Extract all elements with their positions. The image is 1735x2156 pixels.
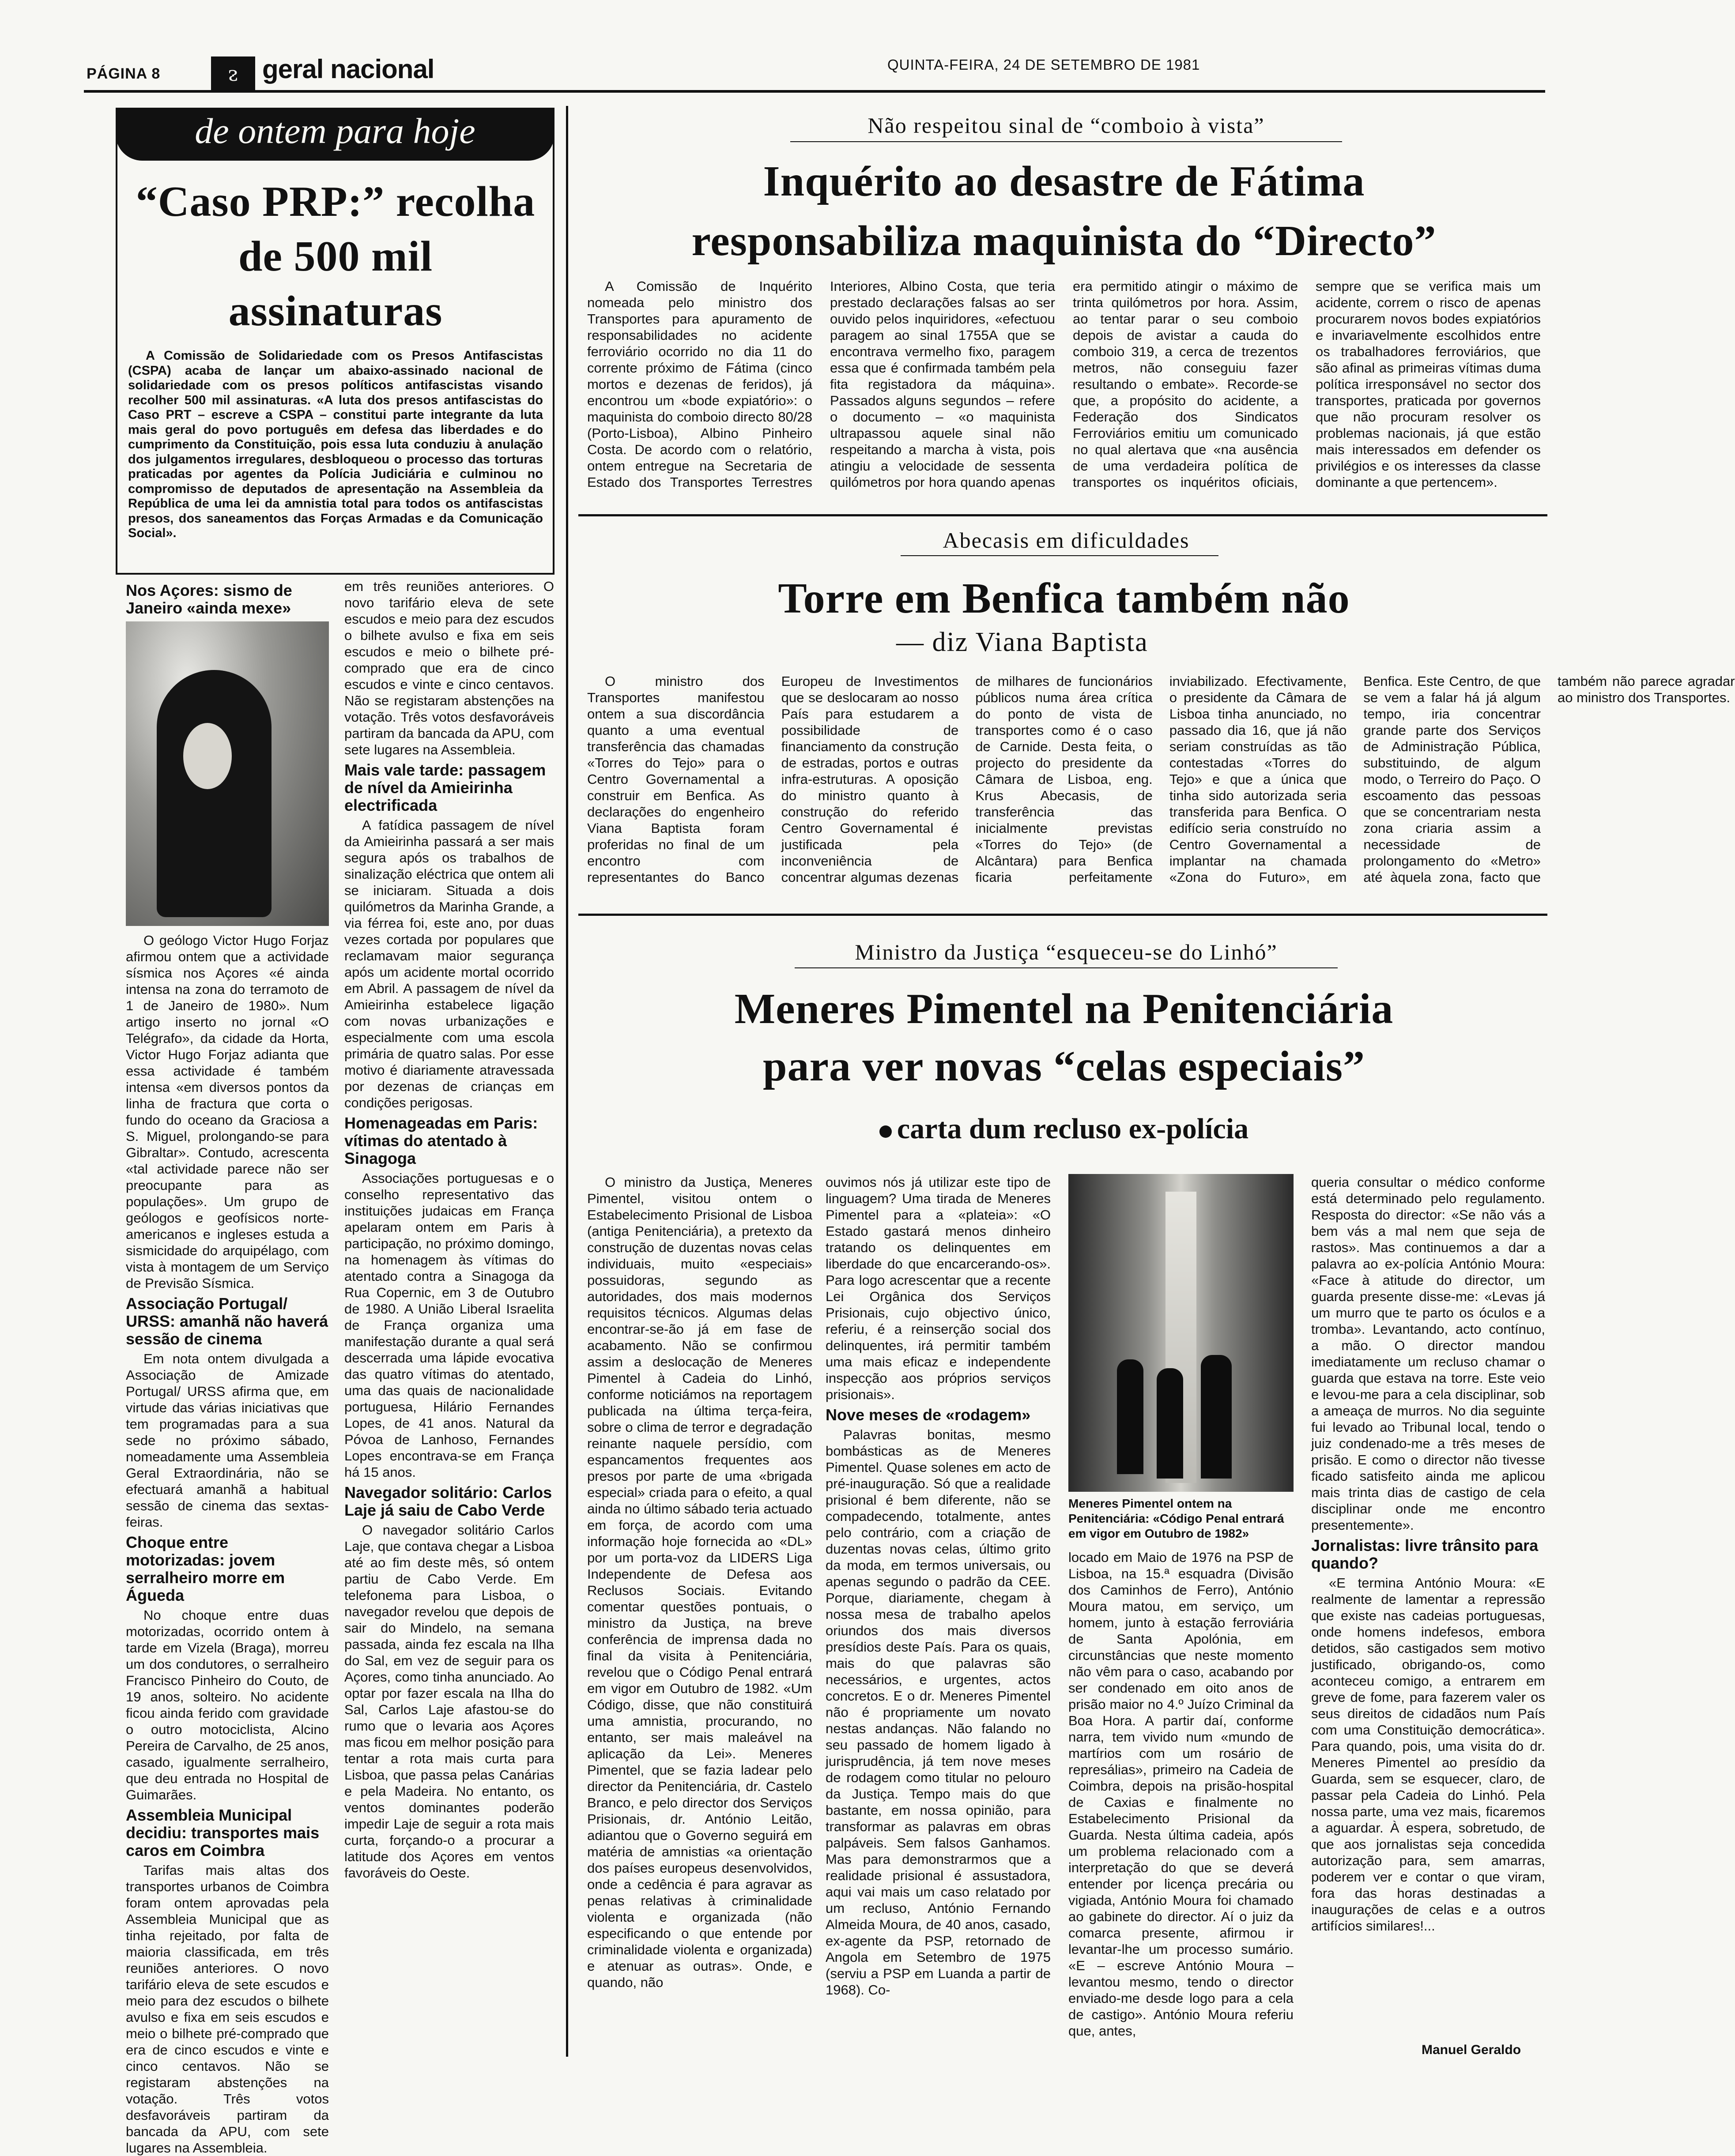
benfica-subtitle: — diz Viana Baptista	[896, 627, 1148, 657]
left-box-bottom	[116, 573, 554, 575]
justica-subtitle	[583, 1112, 1545, 1146]
coimbra-continued: em três reuniões anteriores. O novo tarifário eleva de sete escudos e meio para dez escudos o bilhete avulso e fixa em seis escudos e meio o bilhete pré-comprado que era de cinco escudos e vinte e cinco centavos. Não se registaram abstenções na votação. Três votos desfavoráveis partiram da bancada da APU, com sete lugares na Assembleia.	[344, 579, 554, 757]
benfica-headline: Torre em Benfica também não	[778, 575, 1350, 622]
column-divider	[566, 106, 568, 2057]
masthead-rule	[84, 90, 1545, 93]
section-logo: geral nacional	[262, 54, 434, 84]
acores-headline: Nos Açores: sismo de Janeiro «ainda mexe»	[126, 581, 292, 617]
amieirinha-headline: Mais vale tarde: passagem de nível da Amieirinha electrificada	[344, 761, 546, 814]
left-subcol-2	[344, 578, 554, 2057]
left-box-left-border	[116, 132, 117, 574]
page-date: QUINTA-FEIRA, 24 DE SETEMBRO DE 1981	[887, 56, 1200, 73]
justica-kicker: Ministro da Justiça “esqueceu-se do Linhó”	[855, 940, 1278, 964]
urss-text: Em nota ontem divulgada a Associação de Amizade Portugal/ URSS afirma que, em virtude das várias iniciativas que tem programadas para a sua sede no próximo sábado, nomeadamente uma Assembleia Geral Extraordinária, não se efectuará amanhã a habitual sessão de cinema das sextas-feiras.	[126, 1351, 329, 1530]
left-subcol-1	[126, 578, 329, 2156]
laje-text: O navegador solitário Carlos Laje, que contava chegar a Lisboa até ao fim deste mês, só ontem partiu de Cabo Verde. Em telefonema para Lisboa, o navegador revelou que depois de sair do Mindelo, na semana passada, ainda fez escala na Ilha do Sal, em vez de seguir para os Açores, como tinha anunciado. Ao optar por fazer escala na Ilha do Sal, Carlos Laje afastou-se do rumo que o levaria aos Açores mas ficou em melhor posição para tentar a rota mais curta para Lisboa, que passa pelas Canárias e pela Madeira. No entanto, os ventos dominantes poderão impedir Laje de seguir a rota mais curta, forçando-o a procurar a latitude dos Açores em ventos favoráveis do Oeste.	[344, 1522, 554, 1881]
paris-text: Associações portuguesas e o conselho representativo das instituições judaicas em França apelaram ontem em Paris à participação, no próximo domingo, na homenagem às vítimas do atentado contra a Sinagoga da Rua Copernic, em 3 de Outubro de 1980. A União Liberal Israelita de França organiza uma manifestação durante a qual será descerrada uma lápide evocativa das quatro vítimas do atentado, uma das quais de nacionalidade portuguesa, Hilário Fernandes Lopes, de 41 anos. Natural da Póvoa de Lanhoso, Fernandes Lopes encontrava-se em França há 15 anos.	[344, 1170, 554, 1480]
fatima-headline-2: responsabiliza maquinista do “Directo”	[691, 217, 1437, 265]
byline: Manuel Geraldo	[1422, 2043, 1521, 2057]
justica-kicker-rule	[795, 967, 1338, 968]
fatima-body: A Comissão de Inquérito nomeada pelo ministro dos Transportes para apuramento de responsabilidades no acidente ferroviário ocorrido no dia 11 do corrente próximo de Fátima (cinco mortos e dezenas de feridos), já encontrou um «bode expiatório»: o maquinista do comboio directo 80/28 (Porto-Lisboa), Albino Pinheiro Costa. De acordo com o relatório, ontem entregue na Secretaria de Estado dos Transportes Terrestres Interiores, Albino Costa, que teria prestado declarações falsas ao ser ouvido pelos inquiridores, «efectuou paragem ao sinal 1755A que se encontrava vermelho fixo, paragem essa que é confirmada também pela fita registadora da máquina». Passados alguns segundos – refere o documento – «o maquinista ultrapassou aquele sinal não respeitando a marcha à vista, pois atingiu a velocidade de sessenta quilómetros por hora quando apenas era permitido atingir o máximo de trinta quilómetros por hora. Assim, ao tentar parar o seu comboio depois de avistar a cauda do comboio 319, a cerca de trezentos metros, não conseguiu fazer resultando o embate». Recorde-se que, a propósito do acidente, a Federação dos Sindicatos Ferroviários emitiu um comunicado no qual alertava que «na ausência de uma verdadeira política de transportes os inquéritos oficiais, sempre que se verifica mais um acidente, correm o risco de apenas procurarem novos bodes expiatórios e invariavelmente escolhidos entre os trabalhadores ferroviários, que são afinal as primeiras vítimas duma política irresponsável no sector dos transportes, praticada por governos que não procuram resolver os problemas nacionais, já que estão mais interessados em defender os privilégios e os interesses da classe dominante a que pertencem».	[587, 278, 1541, 490]
justica-col2-headline: Nove meses de «rodagem»	[826, 1406, 1031, 1424]
coimbra-text: Tarifas mais altas dos transportes urbanos de Coimbra foram ontem aprovadas pela Assembleia Municipal que as tinha rejeitado, por falta de maioria classificada, em três reuniões anteriores. O novo tarifário eleva de sete escudos e meio para dez escudos o bilhete avulso e fixa em seis escudos e meio o bilhete pré-comprado que era de cinco escudos e vinte e cinco centavos. Não se registaram abstenções na votação. Três votos desfavoráveis partiram da bancada da APU, com sete lugares na Assembleia.	[126, 1863, 329, 2156]
justica-col4-headline: Jornalistas: livre trânsito para quando?	[1311, 1536, 1539, 1572]
justica-headline-1: Meneres Pimentel na Penitenciária	[734, 985, 1394, 1033]
justica-col4b-text: «E termina António Moura: «E realmente de lamentar a repressão que existe nas cadeias portuguesas, onde homens indefesos, embora detidos, são castigados sem motivo justificado, obrigando-os, como aconteceu comigo, a entrarem em greve de fome, para fazerem valer os seus direitos de cidadãos num País com uma Constituição democrática». Para quando, pois, uma visita do dr. Meneres Pimentel ao presídio da Guarda, sem se esquecer, claro, de passar pela Cadeia do Linhó. Pela nossa parte, uma vez mais, ficaremos a aguardar. À espera, sobretudo, de que aos jornalistas seja concedida autorização para, sem amarras, poderem ver e contar o que viram, fora das horas destinadas a inaugurações de celas e a outros artifícios similares!...	[1311, 1575, 1545, 1934]
agueda-headline: Choque entre motorizadas: jovem serralheiro morre em Águeda	[126, 1533, 285, 1604]
page-number: PÁGINA 8	[87, 65, 161, 82]
justica-col-2	[826, 1174, 1051, 2057]
benfica-kicker-rule	[901, 555, 1218, 556]
left-banner-title: de ontem para hoje	[195, 111, 475, 151]
amieirinha-text: A fatídica passagem de nível da Amieirinha passará a ser mais segura após os trabalhos de sinalização eléctrica que ontem ali se iniciaram. Situada a dois quilómetros da Marinha Grande, a via férrea foi, este ano, por duas vezes cortada por populares que reclamavam maior segurança após um acidente mortal ocorrido em Abril. A passagem de nível da Amieirinha estabelece ligação com novas urbanizações e especialmente com uma escola primária de quatro salas. Por esse motivo é diariamente atravessada por dezenas de crianças em condições perigosas.	[344, 817, 554, 1110]
prp-headline: “Caso PRP:” recolha de 500 mil assinaturas	[136, 178, 536, 335]
photo-caption: Meneres Pimentel ontem na Penitenciária: «Código Penal entrará em vigor em Outubro de 1982»	[1068, 1497, 1284, 1540]
agueda-text: No choque entre duas motorizadas, ocorrido ontem à tarde em Vizela (Braga), morreu um dos condutores, o serralheiro Francisco Pinheiro do Couto, de 19 anos, solteiro. No acidente ficou ainda ferido com gravidade o outro motociclista, Alcino Pereira de Carvalho, de 25 anos, casado, igualmente serralheiro, que deu entrada no Hospital de Guimarães.	[126, 1607, 329, 1802]
fatima-headline-1: Inquérito ao desastre de Fátima	[763, 158, 1365, 205]
penitenciaria-photo	[1068, 1174, 1294, 1492]
laje-headline: Navegador solitário: Carlos Laje já saiu de Cabo Verde	[344, 1483, 552, 1519]
justica-col-3: locado em Maio de 1976 na PSP de Lisboa, na 15.ª esquadra (Divisão dos Caminhos de Ferro), António Moura matou, em serviço, um homem, junto à estação ferroviária de Santa Apolónia, em circunstâncias que neste momento não vêm para o caso, acabando por ser condenado em oito anos de prisão maior no 4.º Juízo Criminal da Boa Hora. A partir daí, conforme narra, tem vivido num «mundo de martírios com um rosário de represálias», primeiro na Cadeia de Coimbra, depois na prisão-hospital de Caxias e finalmente no Estabelecimento Prisional da Guarda. Nesta última cadeia, após um problema relacionado com a interpretação do que se deverá entender por licença precária ou vigiada, António Moura foi chamado ao gabinete do director. Aí o juiz da comarca presente, afirmou ir levantar-lhe um processo sumário. «E – escreve António Moura – levantou mesmo, tendo o director enviado-me desde logo para a cela de castigo». António Moura referiu que, antes,	[1068, 1550, 1294, 2039]
benfica-body: O ministro dos Transportes manifestou ontem a sua discordância quanto a uma eventual transferência das chamadas «Torres do Tejo» para o Centro Governamental a construir em Benfica. As declarações do engenheiro Viana Baptista foram proferidas no final de um encontro com representantes do Banco Europeu de Investimentos que se deslocaram ao nosso País para estudarem a possibilidade de financiamento da construção de estradas, portos e outras infra-estruturas. A oposição do ministro quanto à construção do referido Centro Governamental é justificada pela inconveniência de concentrar algumas dezenas de milhares de funcionários públicos numa área crítica do ponto de vista de transportes como é o caso de Carnide. Desta feita, o projecto do presidente da Câmara de Lisboa, eng. Krus Abecasis, de transferência das inicialmente previstas «Torres do Tejo» (de Alcântara) para Benfica ficaria perfeitamente inviabilizado. Efectivamente, o presidente da Câmara de Lisboa tinha anunciado, no passado dia 16, que já não seriam construídas as tão contestadas «Torres do Tejo» e que a única que tinha sido autorizada seria transferida para Benfica. O edifício seria construído no Centro Governamental a implantar na chamada «Zona do Futuro», em Benfica. Este Centro, de que se vem a falar há já algum tempo, iria concentrar grande parte dos Serviços de Administração Pública, substituindo, de algum modo, o Terreiro do Paço. O escoamento das pessoas que se concentrariam nesta zona criaria assim a necessidade de prolongamento do «Metro» até àquela zona, facto que também não parece agradar ao ministro dos Transportes.	[587, 674, 1735, 885]
fatima-kicker-rule	[790, 141, 1342, 142]
justica-subtitle-text: carta dum recluso ex-polícia	[897, 1113, 1249, 1145]
section-logo-mark: ᴤ	[211, 56, 255, 91]
benfica-kicker: Abecasis em dificuldades	[943, 528, 1190, 553]
fatima-kicker: Não respeitou sinal de “comboio à vista”	[868, 113, 1265, 138]
coimbra-headline: Assembleia Municipal decidiu: transportes mais caros em Coimbra	[126, 1806, 320, 1859]
paris-headline: Homenageadas em Paris: vítimas do atentado à Sinagoga	[344, 1114, 538, 1167]
justica-col2-text: ouvimos nós já utilizar este tipo de linguagem? Uma tirada de Meneres Pimentel para a «plateia»: «O Estado gastará menos dinheiro tratando os delinquentes em liberdade do que encarcerando-os». Para logo acrescentar que a recente Lei Orgânica dos Serviços Prisionais, cujo objectivo único, referiu, é a reinserção social dos delinquentes, irá permitir também uma mais eficaz e independente inspecção aos próprios serviços prisionais».	[826, 1174, 1051, 1402]
fatima-bottom-rule	[578, 514, 1547, 516]
left-box-right-border	[553, 132, 554, 574]
justica-col-4	[1311, 1174, 1545, 2039]
justica-headline-2: para ver novas “celas especiais”	[763, 1042, 1365, 1090]
justica-col-1: O ministro da Justiça, Meneres Pimentel, visitou ontem o Estabelecimento Prisional de Lisboa (antiga Penitenciária), a pretexto da construção de duzentas novas celas individuais, muito «especiais» possuidoras, segundo as autoridades, dos mais modernos requisitos técnicos. Algumas delas encontrar-se-ão já em fase de acabamento. Não se confirmou assim a deslocação de Meneres Pimentel à Cadeia do Linhó, conforme noticiámos na reportagem publicada na última terça-feira, sobre o clima de terror e degradação reinante naquele persídio, com espancamentos frequentes aos presos por parte de uma «brigada especial» criada para o efeito, a qual ainda no último sábado teria actuado em força, de acordo com uma informação hoje fornecida ao «DL» por um porta-voz da LIDERS Liga Independente de Defesa aos Reclusos Sociais. Evitando comentar questões pontuais, o ministro da Justiça, na breve conferência de imprensa dada no final da visita à Penitenciária, revelou que o Código Penal entrará em vigor em Outubro de 1982. «Um Código, disse, que não constituirá uma amnistia, procurando, no entanto, ser mais maleável na aplicação da Lei». Meneres Pimentel, que se fazia ladear pelo director da Penitenciária, dr. Castelo Branco, e pelo director dos Serviços Prisionais, dr. António Leitão, adiantou que o Governo seguirá em matéria de amnistias «a orientação dos países europeus desenvolvidos, onde a cedência é para agravar as penas relativas à criminalidade violenta e organizada (não especificando o que entende por criminalidade violenta e organizada) e atenuar as outras». Onde, e quando, não	[587, 1174, 812, 1990]
justica-col2b-text: Palavras bonitas, mesmo bombásticas as de Meneres Pimentel. Quase solenes em acto de pré-inauguração. Só que a realidade prisional é bem diferente, não se compadecendo, totalmente, antes pelo contrário, com a criação de duzentas novas celas, último grito da moda, em termos universais, ou apenas segundo o padrão da CEE. Porque, diariamente, chegam à nossa mesa de trabalho apelos oriundos dos mais diversos presídios deste País. Para os quais, mais do que palavras são necessários, e urgentes, actos concretos. E o dr. Meneres Pimentel não é propriamente um novato nestas andanças. Não falando no seu passado de homem ligado à jurisprudência, já tem nove meses de rodagem como titular no pelouro da Justiça. Tempo mais do que bastante, em nossa opinião, para transformar as palavras em obras palpáveis. Sem falsos Ganhamos. Mas para demonstrarmos que a realidade prisional é assustadora, aqui vai mais um caso relatado por um recluso, António Fernando Almeida Moura, de 40 anos, casado, ex-agente da PSP, retornado de Angola em Setembro de 1975 (serviu a PSP em Luanda a partir de 1968). Co-	[826, 1427, 1051, 1998]
benfica-bottom-rule	[578, 914, 1547, 916]
bullet-icon	[879, 1125, 892, 1138]
acores-text: O geólogo Victor Hugo Forjaz afirmou ontem que a actividade sísmica nos Açores «é ainda intensa na zona do terramoto de 1 de Janeiro de 1980». Num artigo inserto no jornal «O Telégrafo», da cidade da Horta, Victor Hugo Forjaz adianta que essa actividade é também intensa «em diversos pontos da linha de fractura que corta o fundo do oceano da Graciosa a S. Miguel, prolongando-se para Gibraltar». Contudo, acrescenta «tal actividade parece não ser preocupante para as populações». Um grupo de geólogos e geofísicos norte-americanos e ingleses estuda a sismicidade do arquipélago, com vista à montagem de um Serviço de Previsão Sísmica.	[126, 933, 329, 1291]
justica-col4-text: queria consultar o médico conforme está determinado pelo regulamento. Resposta do director: «Se não vás a bem vás a mal nem que seja de rastos». Mas continuemos a dar a palavra ao ex-polícia António Moura: «Face à atitude do director, um guarda presente disse-me: «Levas já um murro que te parto os óculos e a tromba». Levantando, acto contínuo, a mão. O director mandou imediatamente um recluso chamar o guarda que estava na torre. Este veio e levou-me para a cela disciplinar, sob a ameaça de murros. No dia seguinte fui levado ao Tribunal local, tendo o juiz condenado-me a três meses de prisão. E como o director não tivesse ficado satisfeito ainda me aplicou mais trinta dias de castigo de cela disciplinar onde me encontro presentemente».	[1311, 1174, 1545, 1533]
prp-lead: A Comissão de Solidariedade com os Presos Antifascistas (CSPA) acaba de lançar um abaixo-assinado nacional de solidariedade com os presos políticos antifascistas visando recolher 500 mil assinaturas. «A luta dos presos antifascistas do Caso PRT – escreve a CSPA – constitui parte integrante da luta mais geral do povo português em defesa das liberdades e do cumprimento da Constituição, pois essa luta conduziu à anulação dos julgamentos irregulares, desbloqueou o processo das torturas praticadas por agentes da Polícia Judiciária e culminou no compromisso de deputados de apresentação na Assembleia da República de uma lei da amnistia total para todos os antifascistas presos, dos saneamentos das Forças Armadas e da Comunicação Social».	[128, 349, 543, 540]
urss-headline: Associação Portugal/ URSS: amanhã não haverá sessão de cinema	[126, 1294, 328, 1348]
nun-photo	[126, 621, 329, 926]
